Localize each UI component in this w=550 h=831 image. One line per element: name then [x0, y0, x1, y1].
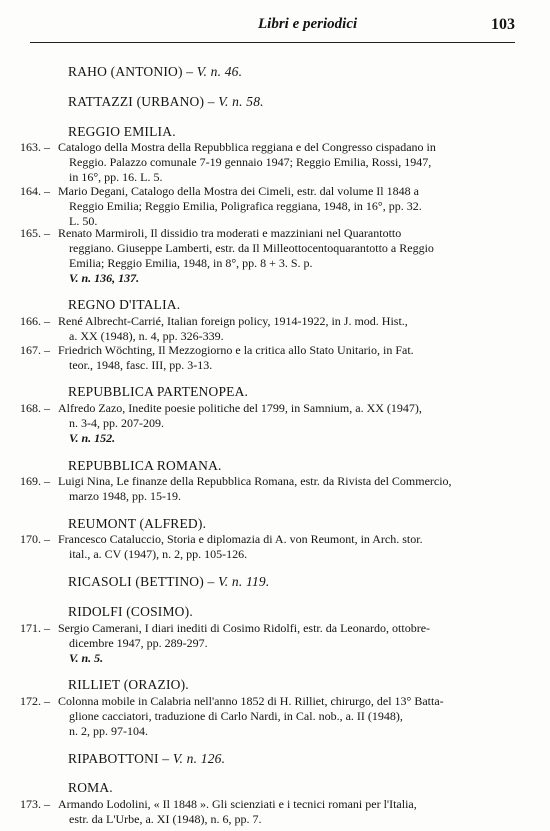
heading-name: REPUBBLICA ROMANA. — [68, 458, 222, 473]
entry-text — [58, 474, 510, 504]
entry-text — [58, 314, 510, 344]
entry-line: Armando Lodolini, « Il 1848 ». Gli scienziati e i tecnici romani per l'Italia, — [58, 797, 417, 811]
heading-ricasoli — [68, 574, 269, 590]
entry-line: Alfredo Zazo, Inedite poesie politiche del 1799, in Samnium, a. XX (1947), — [58, 401, 422, 415]
heading-repubblica-partenopea — [68, 384, 248, 400]
heading-name: RATTAZZI (URBANO) — [68, 94, 205, 109]
entry-line: teor., 1948, fasc. III, pp. 3-13. — [69, 358, 213, 372]
heading-rilliet — [68, 677, 189, 693]
entry-number: 163. – — [20, 140, 50, 155]
entry-line: Sergio Camerani, I diari inediti di Cosimo Ridolfi, estr. da Leonardo, ottobre- — [58, 621, 431, 635]
entry-line: glione cacciatori, traduzione di Carlo Nardi, in Cal. nob., a. II (1948), — [69, 709, 403, 723]
entry-line: n. 2, pp. 97-104. — [69, 724, 148, 738]
entry-number: 167. – — [20, 343, 50, 358]
entry-line: Emilia; Reggio Emilia, 1948, in 8°, pp. 8 + 3. S. p. — [69, 256, 313, 270]
entry-line: Catalogo della Mostra della Repubblica reggiana e del Congresso cispadano in — [58, 140, 436, 154]
heading-regno-italia — [68, 297, 180, 313]
entry-text — [58, 226, 510, 286]
entry-line: dicembre 1947, pp. 289-297. — [69, 636, 208, 650]
entry-line: estr. da L'Urbe, a. XI (1948), n. 6, pp. 7. — [69, 812, 262, 826]
entry-line: n. 3-4, pp. 207-209. — [69, 416, 164, 430]
heading-repubblica-romana — [68, 458, 222, 474]
heading-raho — [68, 64, 242, 80]
heading-ridolfi — [68, 604, 193, 620]
running-title: Libri e periodici — [258, 16, 358, 32]
entry-text — [58, 184, 510, 229]
entry-text — [58, 401, 510, 446]
entry-number: 173. – — [20, 797, 50, 812]
heading-name: REGGIO EMILIA. — [68, 124, 176, 139]
entry-line: Renato Marmiroli, Il dissidio tra moderati e mazziniani nel Quarantotto — [58, 226, 402, 240]
cross-reference: V. n. 152. — [69, 431, 116, 445]
cross-reference: V. n. 5. — [69, 651, 104, 665]
entry-line: reggiano. Giuseppe Lamberti, estr. da Il Milleottocentoquarantotto a Reggio — [69, 241, 434, 255]
heading-name: RILLIET (ORAZIO). — [68, 677, 189, 692]
heading-name: ROMA. — [68, 780, 113, 795]
entry-line: Francesco Cataluccio, Storia e diplomazia di A. von Reumont, in Arch. stor. — [58, 532, 423, 546]
heading-name: RIDOLFI (COSIMO). — [68, 604, 193, 619]
entry-line: ital., a. CV (1947), n. 2, pp. 105-126. — [69, 547, 248, 561]
heading-ref: – V. n. 126. — [158, 751, 226, 766]
heading-reumont — [68, 516, 206, 532]
entry-text — [58, 694, 510, 739]
page-number: 103 — [491, 16, 515, 33]
entry-line: Reggio. Palazzo comunale 7-19 gennaio 1947; Reggio Emilia, Rossi, 1947, — [69, 155, 432, 169]
heading-name: REUMONT (ALFRED). — [68, 516, 207, 531]
heading-rattazzi — [68, 94, 264, 110]
entry-line: a. XX (1948), n. 4, pp. 326-339. — [69, 329, 224, 343]
heading-name: RIPABOTTONI — [68, 751, 159, 766]
entry-text — [58, 621, 510, 666]
heading-ref: – V. n. 119. — [203, 574, 270, 589]
entry-number: 165. – — [20, 226, 50, 241]
entry-number: 168. – — [20, 401, 50, 416]
entry-text — [58, 532, 510, 562]
entry-number: 166. – — [20, 314, 50, 329]
entry-line: Luigi Nina, Le finanze della Repubblica Romana, estr. da Rivista del Commercio, — [58, 474, 452, 488]
heading-ref: – V. n. 58. — [204, 94, 264, 109]
heading-name: RICASOLI (BETTINO) — [68, 574, 204, 589]
heading-name: RAHO (ANTONIO) — [68, 64, 183, 79]
entry-line: marzo 1948, pp. 15-19. — [69, 489, 181, 503]
entry-line: in 16°, pp. 16. L. 5. — [69, 170, 163, 184]
entry-line: Mario Degani, Catalogo della Mostra dei Cimeli, estr. dal volume Il 1848 a — [58, 184, 419, 198]
page-header — [30, 14, 515, 43]
entry-text — [58, 797, 510, 827]
entry-number: 169. – — [20, 474, 50, 489]
heading-ripabottoni — [68, 751, 225, 767]
entry-number: 171. – — [20, 621, 50, 636]
entry-text — [58, 140, 510, 185]
entry-number: 164. – — [20, 184, 50, 199]
entry-line: L. 50. — [69, 214, 98, 228]
entry-line: Reggio Emilia; Reggio Emilia, Poligrafica reggiana, 1948, in 16°, pp. 32. — [69, 199, 422, 213]
entry-line: Colonna mobile in Calabria nell'anno 1852 di H. Rilliet, chirurgo, del 13° Batta- — [58, 694, 444, 708]
entry-number: 170. – — [20, 532, 50, 547]
heading-ref: – V. n. 46. — [182, 64, 243, 79]
cross-reference: V. n. 136, 137. — [69, 271, 140, 285]
entry-line: Friedrich Wöchting, Il Mezzogiorno e la critica allo Stato Unitario, in Fat. — [58, 343, 414, 357]
entry-number: 172. – — [20, 694, 50, 709]
heading-reggio-emilia — [68, 124, 176, 140]
heading-name: REPUBBLICA PARTENOPEA. — [68, 384, 249, 399]
heading-roma — [68, 780, 113, 796]
entry-text — [58, 343, 510, 373]
heading-name: REGNO D'ITALIA. — [68, 297, 181, 312]
entry-line: René Albrecht-Carrié, Italian foreign policy, 1914-1922, in J. mod. Hist., — [58, 314, 408, 328]
